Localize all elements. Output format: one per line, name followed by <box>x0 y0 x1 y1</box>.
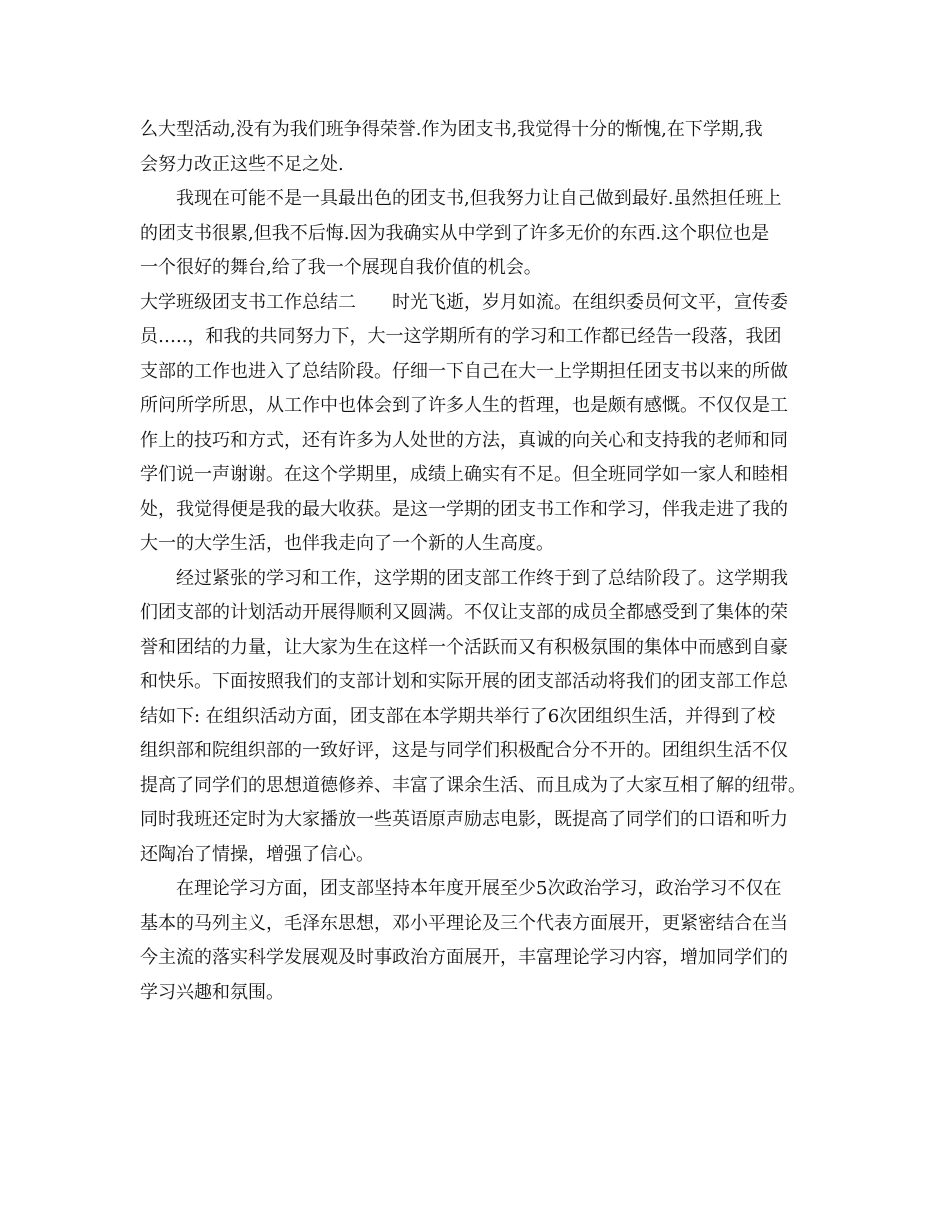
text-line: 一个很好的舞台,给了我一个展现自我价值的机会。 <box>140 257 542 278</box>
text-line: 大一的大学生活，也伴我走向了一个新的人生高度。 <box>140 533 554 554</box>
text-line: 提高了同学们的思想道德修养、丰富了课余生活、而且成为了大家互相了解的纽带。 <box>140 774 806 796</box>
text-line: 大学班级团支书工作总结二 时光飞逝，岁月如流。在组织委员何文平，宣传委 <box>140 291 788 313</box>
text-line: 结如下: 在组织活动方面，团支部在本学期共举行了6次团组织生活，并得到了校 <box>140 705 776 727</box>
text-line: 经过紧张的学习和工作，这学期的团支部工作终于到了总结阶段了。这学期我 <box>176 567 788 589</box>
text-line: 么大型活动,没有为我们班争得荣誉.作为团支书,我觉得十分的惭愧,在下学期,我 <box>140 119 763 140</box>
text-line: 在理论学习方面，团支部坚持本年度开展至少5次政治学习，政治学习不仅在 <box>176 878 782 899</box>
text-line: 同时我班还定时为大家播放一些英语原声励志电影，既提高了同学们的口语和听力 <box>140 809 788 830</box>
text-line: 还陶冶了情操，增强了信心。 <box>140 843 374 865</box>
text-line: 学们说一声谢谢。在这个学期里，成绩上确实有不足。但全班同学如一家人和睦相 <box>140 464 788 485</box>
text-line: 基本的马列主义，毛泽东思想，邓小平理论及三个代表方面展开，更紧密结合在当 <box>140 912 788 934</box>
text-line: 作上的技巧和方式，还有许多为人处世的方法，真诚的向关心和支持我的老师和同 <box>140 429 788 451</box>
text-line: 处，我觉得便是我的最大收获。是这一学期的团支书工作和学习，伴我走进了我的 <box>140 498 788 520</box>
text-line: 学习兴趣和氛围。 <box>140 981 284 1003</box>
text-line: 员…..，和我的共同努力下，大一这学期所有的学习和工作都已经告一段落，我团 <box>140 326 782 347</box>
text-line: 所问所学所思，从工作中也体会到了许多人生的哲理，也是颇有感慨。不仅仅是工 <box>140 395 788 416</box>
text-line: 和快乐。下面按照我们的支部计划和实际开展的团支部活动将我们的团支部工作总 <box>140 671 788 692</box>
text-line: 我现在可能不是一具最出色的团支书,但我努力让自己做到最好.虽然担任班上 <box>176 188 782 209</box>
text-line: 支部的工作也进入了总结阶段。仔细一下自己在大一上学期担任团支书以来的所做 <box>140 360 788 382</box>
text-line: 们团支部的计划活动开展得顺利又圆满。不仅让支部的成员全都感受到了集体的荣 <box>140 602 788 623</box>
document-body <box>140 113 840 1010</box>
text-line: 今主流的落实科学发展观及时事政治方面展开，丰富理论学习内容，增加同学们的 <box>140 947 788 968</box>
text-line: 组织部和院组织部的一致好评，这是与同学们积极配合分不开的。团组织生活不仅 <box>140 740 788 761</box>
text-line: 会努力改正这些不足之处. <box>140 153 344 175</box>
text-line: 誉和团结的力量，让大家为生在这样一个活跃而又有积极氛围的集体中而感到自豪 <box>140 636 788 658</box>
text-line: 的团支书很累,但我不后悔.因为我确实从中学到了许多无价的东西.这个职位也是 <box>140 222 770 244</box>
